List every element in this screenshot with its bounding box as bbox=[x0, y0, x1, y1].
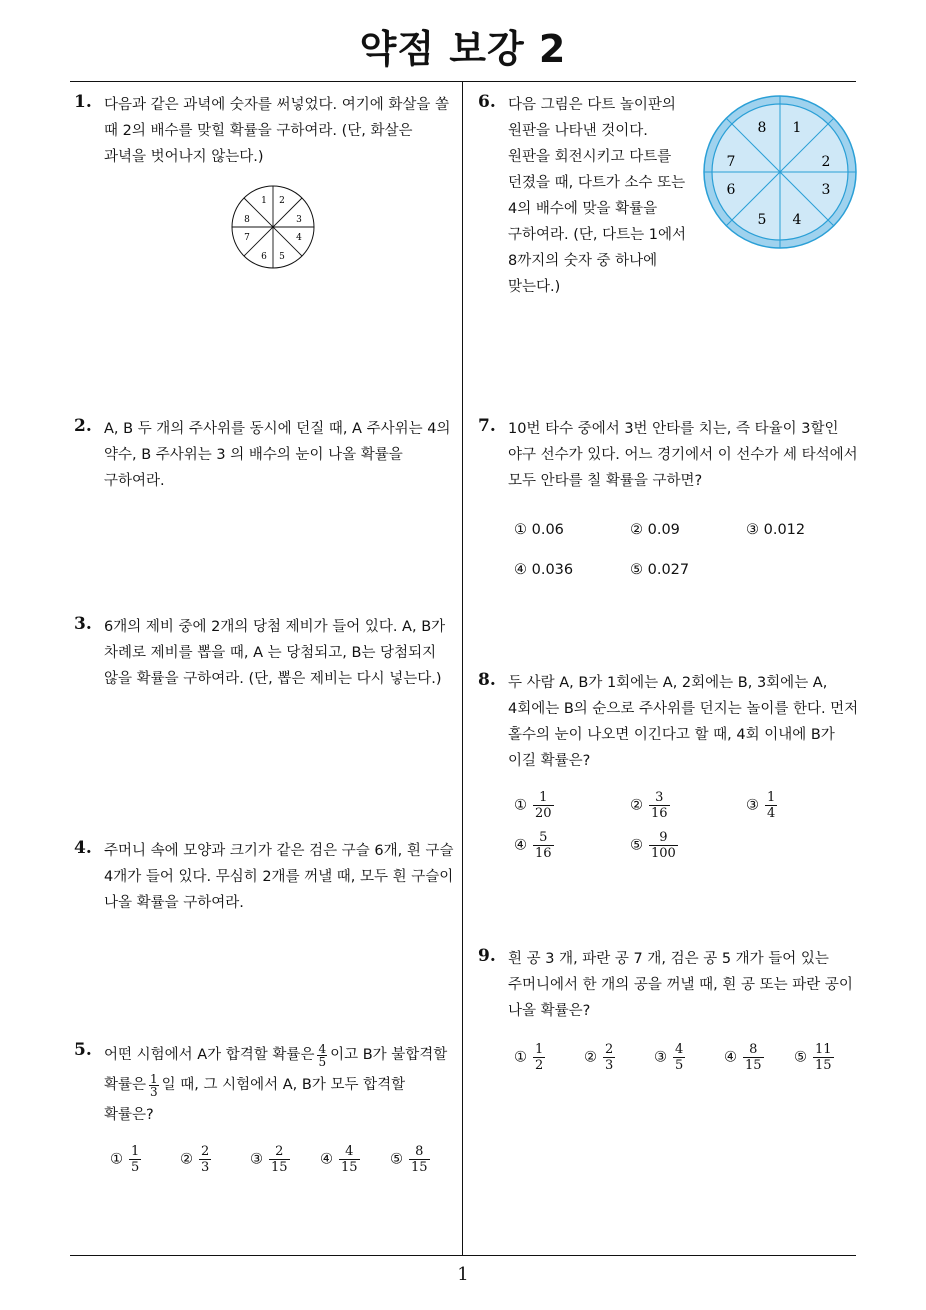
target-label-4: 4 bbox=[296, 233, 302, 243]
target-label-3: 3 bbox=[296, 215, 302, 225]
dart-label-8: 8 bbox=[757, 120, 767, 136]
fraction: $\frac{4}{5}$ bbox=[318, 1041, 327, 1069]
problem-number: 4. bbox=[74, 838, 92, 858]
choice-2[interactable]: ② $\frac{2}{3}$ bbox=[584, 1042, 614, 1073]
answer-choices bbox=[514, 790, 862, 868]
problem-number: 3. bbox=[74, 614, 92, 634]
answer-choices bbox=[110, 1144, 458, 1184]
choice-2[interactable]: ② $\frac{3}{16}$ bbox=[630, 790, 668, 821]
top-rule bbox=[70, 81, 856, 82]
problem-2 bbox=[74, 416, 458, 496]
problem-9 bbox=[478, 946, 862, 1086]
choice-5[interactable]: ⑤ $\frac{11}{15}$ bbox=[794, 1042, 832, 1073]
problem-number: 1. bbox=[74, 92, 92, 112]
answer-choices bbox=[514, 522, 862, 582]
choice-5[interactable]: ⑤ $\frac{8}{15}$ bbox=[390, 1144, 428, 1175]
choice-5[interactable]: ⑤ $\frac{9}{100}$ bbox=[630, 830, 676, 861]
dart-label-7: 7 bbox=[726, 154, 736, 170]
choice-1[interactable]: ① $\frac{1}{2}$ bbox=[514, 1042, 544, 1073]
choice-4[interactable]: ④ 0.036 bbox=[514, 562, 574, 578]
problem-number: 5. bbox=[74, 1040, 92, 1060]
target-label-6: 6 bbox=[261, 252, 267, 262]
dart-label-3: 3 bbox=[821, 182, 831, 198]
problem-text: 10번 타수 중에서 3번 안타를 치는, 즉 타율이 3할인 야구 선수가 있다. 어느 경기에서 이 선수가 세 타석에서 모두 안타를 칠 확률을 구하면? bbox=[508, 421, 858, 489]
target-label-2: 2 bbox=[279, 196, 285, 206]
problem-number: 9. bbox=[478, 946, 496, 966]
problem-7 bbox=[478, 416, 862, 586]
dart-label-4: 4 bbox=[792, 212, 802, 228]
problem-8 bbox=[478, 670, 862, 870]
choice-4[interactable]: ④ $\frac{8}{15}$ bbox=[724, 1042, 762, 1073]
problem-number: 7. bbox=[478, 416, 496, 436]
choice-3[interactable]: ③ $\frac{1}{4}$ bbox=[746, 790, 776, 821]
target-label-8: 8 bbox=[244, 215, 250, 225]
choice-3[interactable]: ③ $\frac{4}{5}$ bbox=[654, 1042, 684, 1073]
problem-text-part: 일 때, 그 시험에서 A, B가 모두 합격할 확률은? bbox=[104, 1077, 406, 1123]
problem-number: 6. bbox=[478, 92, 496, 112]
dart-label-2: 2 bbox=[821, 154, 831, 170]
problem-text: 두 사람 A, B가 1회에는 A, 2회에는 B, 3회에는 A, 4회에는 B의 순으로 주사위를 던지는 놀이를 한다. 먼저 홀수의 눈이 나오면 이긴다고 할 때, 4회 이내에 B가 이길 확률은? bbox=[508, 675, 859, 769]
choice-1[interactable]: ① $\frac{1}{5}$ bbox=[110, 1144, 140, 1175]
problem-text-part: 이고 B가 불합격할 확률은 bbox=[104, 1047, 448, 1093]
problem-6 bbox=[478, 92, 862, 302]
problem-1 bbox=[74, 92, 458, 272]
choice-4[interactable]: ④ $\frac{4}{15}$ bbox=[320, 1144, 358, 1175]
choice-2[interactable]: ② $\frac{2}{3}$ bbox=[180, 1144, 210, 1175]
target-label-7: 7 bbox=[244, 233, 250, 243]
fraction: $\frac{1}{3}$ bbox=[150, 1071, 158, 1099]
choice-5[interactable]: ⑤ 0.027 bbox=[630, 562, 690, 578]
target-label-1: 1 bbox=[261, 196, 267, 206]
dartboard-figure bbox=[702, 94, 858, 250]
problem-text bbox=[104, 1040, 458, 1130]
problem-number: 2. bbox=[74, 416, 92, 436]
problem-text-part: 어떤 시험에서 A가 합격할 확률은 bbox=[104, 1047, 315, 1063]
column-divider bbox=[462, 82, 463, 1255]
choice-1[interactable]: ① $\frac{1}{20}$ bbox=[514, 790, 552, 821]
choice-4[interactable]: ④ $\frac{5}{16}$ bbox=[514, 830, 552, 861]
bottom-rule bbox=[70, 1255, 856, 1256]
target-figure bbox=[230, 184, 316, 270]
target-label-5: 5 bbox=[279, 252, 285, 262]
choice-1[interactable]: ① 0.06 bbox=[514, 522, 564, 538]
problem-text: 6개의 제비 중에 2개의 당첨 제비가 들어 있다. A, B가 차례로 제비를 뽑을 때, A 는 당첨되고, B는 당첨되지 않을 확률을 구하여라. (단, 뽑은 제비는 다시 넣는다.) bbox=[104, 619, 446, 687]
problem-text: A, B 두 개의 주사위를 동시에 던질 때, A 주사위는 4의 약수, B 주사위는 3 의 배수의 눈이 나올 확률을 구하여라. bbox=[104, 421, 451, 489]
dart-label-5: 5 bbox=[757, 212, 767, 228]
choice-3[interactable]: ③ $\frac{2}{15}$ bbox=[250, 1144, 288, 1175]
problem-5 bbox=[74, 1040, 458, 1190]
problem-3 bbox=[74, 614, 458, 724]
dart-label-6: 6 bbox=[726, 182, 736, 198]
problem-number: 8. bbox=[478, 670, 496, 690]
choice-2[interactable]: ② 0.09 bbox=[630, 522, 680, 538]
problem-text: 다음과 같은 과녁에 숫자를 써넣었다. 여기에 화살을 쏠 때 2의 배수를 맞힐 확률을 구하여라. (단, 화살은 과녁을 벗어나지 않는다.) bbox=[104, 97, 450, 165]
problem-text: 주머니 속에 모양과 크기가 같은 검은 구슬 6개, 흰 구슬 4개가 들어 있다. 무심히 2개를 꺼낼 때, 모두 흰 구슬이 나올 확률을 구하여라. bbox=[104, 843, 454, 911]
choice-3[interactable]: ③ 0.012 bbox=[746, 522, 806, 538]
problem-text: 다음 그림은 다트 놀이판의 원판을 나타낸 것이다. 원판을 회전시키고 다트를 던졌을 때, 다트가 소수 또는 4의 배수에 맞을 확률을 구하여라. (단, 다트는 1에서 8까지의 숫자 중 하나에 맞는다.) bbox=[508, 97, 686, 295]
answer-choices bbox=[514, 1042, 862, 1082]
problem-text: 흰 공 3 개, 파란 공 7 개, 검은 공 5 개가 들어 있는 주머니에서 한 개의 공을 꺼낼 때, 흰 공 또는 파란 공이 나올 확률은? bbox=[508, 951, 853, 1019]
dart-label-1: 1 bbox=[792, 120, 802, 136]
page-title: 약점 보강 2 bbox=[359, 27, 567, 71]
problem-4 bbox=[74, 838, 458, 918]
page-number: 1 bbox=[457, 1264, 469, 1285]
